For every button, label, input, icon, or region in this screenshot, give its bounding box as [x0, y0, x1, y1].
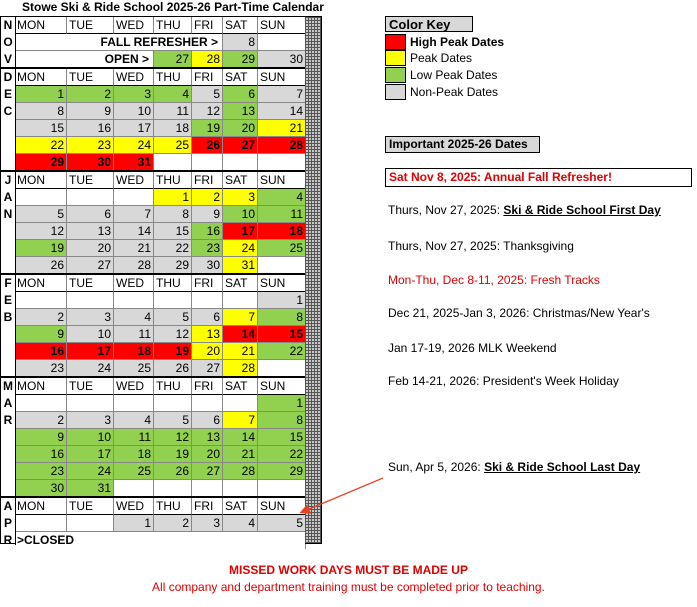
nov-letter-o: O: [3, 35, 13, 49]
day-cell: 29: [223, 51, 258, 68]
day-header-mon: MON: [15, 378, 67, 395]
day-cell: 13: [192, 429, 223, 446]
day-cell: 14: [223, 326, 258, 343]
fresh-tracks-date: Mon-Thu, Dec 8-11, 2025: Fresh Tracks: [388, 273, 600, 287]
calendar-title: Stowe Ski & Ride School 2025-26 Part-Time Calendar: [22, 0, 324, 14]
day-cell: 25: [114, 360, 154, 377]
day-cell: 15: [258, 326, 306, 343]
key-label-peak: Peak Dates: [410, 51, 473, 65]
day-header-sun: SUN: [258, 172, 306, 189]
day-header-sun: SUN: [258, 498, 306, 515]
day-cell: 21: [223, 446, 258, 463]
feb-letter-b: B: [3, 310, 13, 324]
day-header-mon: MON: [15, 17, 67, 34]
presidents-date: Feb 14-21, 2026: President's Week Holiday: [388, 374, 619, 388]
day-header-mon: MON: [15, 172, 67, 189]
day-cell: 11: [154, 103, 192, 120]
day-cell: 9: [67, 103, 114, 120]
day-cell: 26: [154, 463, 192, 480]
day-cell: 6: [192, 412, 223, 429]
day-header-wed: WED: [114, 378, 154, 395]
day-cell: 22: [258, 343, 306, 360]
jan-letter-a: A: [3, 190, 13, 204]
day-cell: 14: [223, 429, 258, 446]
thanksgiving-date: Thurs, Nov 27, 2025: Thanksgiving: [388, 239, 574, 253]
day-cell: 4: [114, 412, 154, 429]
day-cell: 5: [154, 412, 192, 429]
day-cell: 29: [154, 257, 192, 274]
day-header-wed: WED: [114, 172, 154, 189]
nov-letter-n: N: [3, 18, 13, 32]
day-cell: 23: [67, 137, 114, 154]
day-cell: 4: [223, 515, 258, 532]
day-header-sat: SAT: [223, 378, 258, 395]
day-cell: 1: [15, 86, 67, 103]
day-header-sat: SAT: [223, 498, 258, 515]
day-cell: 16: [67, 120, 114, 137]
day-cell: 7: [258, 86, 306, 103]
day-cell: 18: [114, 446, 154, 463]
day-cell: 3: [192, 515, 223, 532]
day-cell: 3: [67, 309, 114, 326]
day-cell: 7: [114, 206, 154, 223]
first-day-label: Ski & Ride School First Day: [503, 203, 661, 217]
important-dates-title: Important 2025-26 Dates: [385, 136, 540, 153]
day-cell: 14: [114, 223, 154, 240]
day-cell: 24: [223, 240, 258, 257]
day-header-fri: FRI: [192, 69, 223, 86]
feb-letter-f: F: [4, 276, 12, 290]
day-cell: 2: [192, 189, 223, 206]
fall-refresher-label: FALL REFRESHER >: [15, 34, 223, 51]
day-cell: 2: [15, 412, 67, 429]
day-cell: 28: [114, 257, 154, 274]
day-cell: 6: [192, 309, 223, 326]
day-cell: 5: [154, 309, 192, 326]
day-cell: 20: [192, 446, 223, 463]
day-header-mon: MON: [15, 69, 67, 86]
day-cell: 22: [15, 137, 67, 154]
day-cell: 10: [67, 326, 114, 343]
day-cell: 11: [114, 429, 154, 446]
day-cell: 14: [258, 103, 306, 120]
dec-letter-c: C: [3, 104, 13, 118]
day-header-tue: TUE: [67, 172, 114, 189]
day-cell: 12: [15, 223, 67, 240]
key-label-non: Non-Peak Dates: [410, 85, 499, 99]
day-cell: 31: [223, 257, 258, 274]
day-cell: 31: [67, 480, 114, 497]
day-cell: 29: [258, 463, 306, 480]
day-cell: 17: [67, 446, 114, 463]
color-key-title: Color Key: [385, 16, 473, 32]
day-cell: 3: [67, 412, 114, 429]
mlk-date: Jan 17-19, 2026 MLK Weekend: [388, 341, 557, 355]
day-cell: 28: [223, 463, 258, 480]
day-cell: 26: [192, 137, 223, 154]
day-cell: 12: [192, 103, 223, 120]
day-cell: 2: [67, 86, 114, 103]
day-cell: 30: [67, 154, 114, 171]
day-cell: 12: [154, 429, 192, 446]
day-cell: 28: [258, 137, 306, 154]
day-cell: 29: [15, 154, 67, 171]
feb-letter-e: E: [3, 293, 12, 307]
day-cell: 6: [67, 206, 114, 223]
key-label-high: High Peak Dates: [410, 35, 505, 49]
day-cell: 25: [114, 463, 154, 480]
day-header-thu: THU: [154, 17, 192, 34]
day-cell: 22: [154, 240, 192, 257]
day-header-tue: TUE: [67, 69, 114, 86]
day-header-sat: SAT: [223, 275, 258, 292]
day-header-wed: WED: [114, 69, 154, 86]
day-cell: 10: [114, 103, 154, 120]
day-cell: 28: [223, 360, 258, 377]
day-cell: 5: [192, 86, 223, 103]
last-day-date: Sun, Apr 5, 2026: Ski & Ride School Last Day: [388, 460, 641, 474]
apr-letter-p: P: [3, 516, 12, 530]
day-cell: 18: [154, 120, 192, 137]
day-cell: 4: [258, 189, 306, 206]
day-cell: 30: [258, 51, 306, 68]
day-cell: 7: [223, 412, 258, 429]
day-header-sat: SAT: [223, 172, 258, 189]
day-cell: 13: [223, 103, 258, 120]
day-header-thu: THU: [154, 378, 192, 395]
day-cell: 9: [15, 429, 67, 446]
day-cell: 8: [258, 412, 306, 429]
jan-letter-j: J: [4, 173, 12, 187]
apr-letter-r: R: [3, 533, 13, 547]
day-cell: 16: [15, 446, 67, 463]
day-cell: 27: [154, 51, 192, 68]
day-cell: 11: [258, 206, 306, 223]
day-cell: 26: [154, 360, 192, 377]
day-header-thu: THU: [154, 275, 192, 292]
day-cell: 12: [154, 326, 192, 343]
day-header-mon: MON: [15, 275, 67, 292]
day-header-sat: SAT: [223, 17, 258, 34]
day-header-sun: SUN: [258, 378, 306, 395]
day-cell: 23: [15, 360, 67, 377]
dec-letter-e: E: [3, 87, 12, 101]
day-cell: 18: [114, 343, 154, 360]
day-header-sat: SAT: [223, 69, 258, 86]
day-cell: 15: [15, 120, 67, 137]
day-header-fri: FRI: [192, 172, 223, 189]
day-header-tue: TUE: [67, 17, 114, 34]
jan-letter-n: N: [3, 207, 13, 221]
day-cell: 8: [15, 103, 67, 120]
day-cell: 27: [67, 257, 114, 274]
day-header-sun: SUN: [258, 69, 306, 86]
missed-days-warning: MISSED WORK DAYS MUST BE MADE UP: [229, 563, 468, 577]
day-cell: 30: [192, 257, 223, 274]
day-header-wed: WED: [114, 498, 154, 515]
day-cell: 19: [154, 343, 192, 360]
day-cell: 1: [154, 189, 192, 206]
day-header-wed: WED: [114, 275, 154, 292]
day-cell: 8: [154, 206, 192, 223]
day-cell: 13: [192, 326, 223, 343]
day-cell: 25: [154, 137, 192, 154]
day-cell: 8: [258, 309, 306, 326]
last-day-label: Ski & Ride School Last Day: [484, 460, 641, 474]
day-cell: 4: [154, 86, 192, 103]
day-cell: 27: [192, 463, 223, 480]
day-cell: 31: [114, 154, 154, 171]
day-header-fri: FRI: [192, 378, 223, 395]
fall-refresher-date: Sat Nov 8, 2025: Annual Fall Refresher!: [385, 168, 692, 187]
day-cell: 5: [258, 515, 306, 532]
day-cell: 25: [258, 240, 306, 257]
day-cell: 13: [67, 223, 114, 240]
day-header-wed: WED: [114, 17, 154, 34]
day-cell: 10: [223, 206, 258, 223]
day-cell: 2: [15, 309, 67, 326]
day-cell: 23: [192, 240, 223, 257]
day-cell: 21: [258, 120, 306, 137]
day-cell: 6: [223, 86, 258, 103]
day-cell: 27: [223, 137, 258, 154]
day-header-mon: MON: [15, 498, 67, 515]
day-cell: 3: [114, 86, 154, 103]
day-header-sun: SUN: [258, 275, 306, 292]
day-cell: 21: [114, 240, 154, 257]
day-cell: 19: [154, 446, 192, 463]
day-header-fri: FRI: [192, 275, 223, 292]
day-header-fri: FRI: [192, 498, 223, 515]
day-cell: 16: [192, 223, 223, 240]
day-header-thu: THU: [154, 498, 192, 515]
nov-letter-v: V: [3, 52, 12, 66]
day-cell: 2: [154, 515, 192, 532]
day-cell: 7: [223, 309, 258, 326]
day-cell: 15: [154, 223, 192, 240]
day-cell: 20: [67, 240, 114, 257]
day-cell: 20: [223, 120, 258, 137]
day-header-tue: TUE: [67, 275, 114, 292]
day-cell: 17: [67, 343, 114, 360]
closed-label: >CLOSED: [15, 532, 306, 549]
day-cell: 23: [15, 463, 67, 480]
day-cell: 30: [15, 480, 67, 497]
first-day-date: Thurs, Nov 27, 2025: Ski & Ride School First Day: [388, 203, 661, 217]
day-cell: 1: [114, 515, 154, 532]
day-cell: 9: [15, 326, 67, 343]
day-header-sun: SUN: [258, 17, 306, 34]
day-cell: 21: [223, 343, 258, 360]
key-label-low: Low Peak Dates: [410, 68, 498, 82]
day-cell: 17: [114, 120, 154, 137]
day-cell: 10: [67, 429, 114, 446]
day-cell: 27: [192, 360, 223, 377]
day-cell: 22: [258, 446, 306, 463]
day-cell: 1: [258, 395, 306, 412]
mar-letter-m: M: [3, 379, 13, 393]
day-cell: 24: [67, 463, 114, 480]
day-header-thu: THU: [154, 69, 192, 86]
day-header-tue: TUE: [67, 378, 114, 395]
day-cell: 24: [67, 360, 114, 377]
apr-letter-a: A: [3, 499, 13, 513]
day-cell: 4: [114, 309, 154, 326]
dec-letter-d: D: [3, 70, 13, 84]
open-label: OPEN >: [15, 51, 154, 68]
training-notice: All company and department training must be completed prior to teaching.: [152, 580, 545, 594]
day-header-fri: FRI: [192, 17, 223, 34]
day-cell: 9: [192, 206, 223, 223]
mar-letter-a: A: [3, 396, 13, 410]
day-cell: 15: [258, 429, 306, 446]
day-cell: 11: [114, 326, 154, 343]
fall-refresher-day: 8: [223, 34, 258, 51]
christmas-date: Dec 21, 2025-Jan 3, 2026: Christmas/New Year's: [388, 306, 650, 320]
day-cell: 1: [258, 292, 306, 309]
day-cell: 3: [223, 189, 258, 206]
day-cell: 20: [192, 343, 223, 360]
day-cell: 18: [258, 223, 306, 240]
day-cell: 24: [114, 137, 154, 154]
day-cell: 19: [15, 240, 67, 257]
day-header-thu: THU: [154, 172, 192, 189]
day-cell: 26: [15, 257, 67, 274]
mar-letter-r: R: [3, 413, 13, 427]
day-cell: 16: [15, 343, 67, 360]
day-cell: 17: [223, 223, 258, 240]
day-header-tue: TUE: [67, 498, 114, 515]
day-cell: 19: [192, 120, 223, 137]
day-cell: 28: [192, 51, 223, 68]
day-cell: 5: [15, 206, 67, 223]
